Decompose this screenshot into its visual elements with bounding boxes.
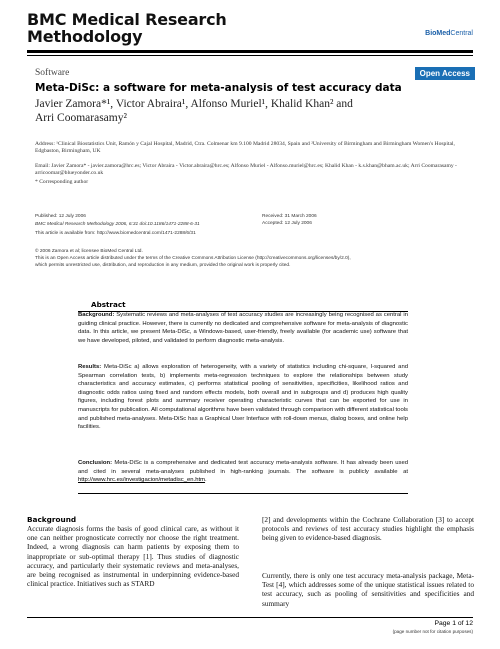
software-link[interactable]: http://www.hrc.es/investigacion/metadisc_en.htm	[78, 477, 206, 484]
header-rule-thin	[27, 55, 473, 56]
abstract-results	[78, 363, 408, 432]
received-date: Received: 31 March 2006	[262, 214, 317, 219]
section-label: Software	[35, 68, 70, 78]
journal-title	[27, 11, 227, 45]
journal-title-line2: Methodology	[27, 27, 143, 46]
open-access-badge: Open Access	[415, 67, 475, 80]
body-column-right-para-2: Currently, there is only one test accuracy meta-analysis package, Meta-Test [4], which addresses some of the unique statistical issues related to test accuracy, such as pooling of sensitivities and specificities and summary	[262, 571, 474, 608]
authors-line-2: Arri Coomarasamy²	[35, 112, 127, 124]
abstract-conclusion-label: Conclusion:	[78, 460, 113, 466]
abstract-conclusion-text: Meta-DiSc is a comprehensive and dedicated test accuracy meta-analysis software. It has already been used and cited in several meta-analyses published in high-ranking journals. The software is publicly available at	[78, 460, 409, 475]
section-heading-background: Background	[27, 515, 77, 524]
abstract-results-label: Results:	[78, 364, 102, 370]
body-column-right-para-1: [2] and developments within the Cochrane Collaboration [3] to accept protocols and reviews of test accuracy studies highlight the emphasis being given to evidence-based diagnosis.	[262, 515, 474, 543]
page-number: Page 1 of 12	[434, 620, 473, 627]
accepted-date: Accepted: 12 July 2006	[262, 221, 312, 226]
body-column-left: Accurate diagnosis forms the basis of good clinical care, as without it one can neither prognosticate correctly nor choose the right treatment. Indeed, a wrong diagnosis can harm patients by exposing them to inappropriate or sub-optimal therapy [1]. Thus studies of diagnostic accuracy, and particularly their systematic reviews and meta-analyses, are being recognised as instrumental in underpinning evidence-based clinical practice. Initiatives such as STARD	[27, 524, 239, 589]
abstract-heading: Abstract	[91, 300, 126, 309]
abstract-conclusion-end: .	[205, 477, 207, 484]
abstract-background-text: Systematic reviews and meta-analyses of test accuracy studies are increasingly being recognised as central in guiding clinical practice. However, there is currently no dedicated and comprehensive software for meta-analysis of diagnostic data. In this article, we present Meta-DiSc, a Windows-based, user-friendly, freely available (for academic use) software that we have developed, piloted, and validated to perform diagnostic meta-analysis.	[78, 312, 408, 344]
authors-line-1: Javier Zamora*¹, Victor Abraira¹, Alfonso Muriel¹, Khalid Khan² and	[35, 98, 353, 110]
abstract-background	[78, 311, 408, 345]
abstract-background-label: Background:	[78, 312, 115, 318]
journal-title-line1: BMC Medical Research	[27, 10, 227, 29]
author-emails: Email: Javier Zamora* - javier.zamora@hrc.es; Victor Abraira - Victor.abraira@hrc.es; Alfonso Muriel - Alfonso.muriel@hrc.es; Khalid Khan - k.s.khan@bham.ac.uk; Arri Coomarasamy - arricoomar@blueyonder.co.uk	[35, 163, 457, 176]
authors	[35, 97, 435, 125]
published-date: Published: 12 July 2006	[35, 214, 86, 219]
publisher-logo	[425, 30, 473, 37]
publisher-name-bold: BioMed	[425, 30, 451, 37]
abstract-results-text: Meta-DiSc a) allows exploration of heterogeneity, with a variety of statistics including chi-square, I-squared and Spearman correlation tests, b) implements meta-regression techniques to explore the relationships between study characteristics and accuracy estimates, c) performs statistical pooling of sensitivities, specificities, likelihood ratios and diagnostic odds ratios using fixed and random effects models, both overall and in subgroups and d) produces high quality figures, including forest plots and summary receiver operating characteristic curves that can be exported for use in manuscripts for publication. All computational algorithms have been validated through comparison with different statistical tools and published meta-analyses. Meta-DiSc has a Graphical User Interface with roll-down menus, dialog boxes, and online help facilities.	[78, 364, 408, 431]
copyright: © 2006 Zamora et al; licensee BioMed Central Ltd.	[35, 249, 143, 254]
page-number-note: (page number not for citation purposes)	[392, 629, 473, 634]
corresponding-author-note: * Corresponding author	[35, 179, 89, 185]
citation: BMC Medical Research Methodology 2006, 6:31 doi:10.1186/1471-2288-6-31	[35, 222, 200, 227]
header-rule	[27, 50, 473, 53]
license-line-1: This is an Open Access article distributed under the terms of the Creative Commons Attribution License (http://creativecommons.org/licenses/by/2.0),	[35, 256, 351, 261]
article-title: Meta-DiSc: a software for meta-analysis of test accuracy data	[35, 82, 402, 94]
footer-rule	[27, 617, 473, 618]
article-url[interactable]: This article is available from: http://www.biomedcentral.com/1471-2288/6/31	[35, 231, 196, 236]
abstract-rule-bottom	[78, 493, 408, 494]
abstract-conclusion	[78, 459, 408, 485]
license-line-2: which permits unrestricted use, distribution, and reproduction in any medium, provided the original work is properly cited.	[35, 263, 291, 268]
publisher-name-light: Central	[450, 30, 473, 37]
author-address: Address: ¹Clinical Biostatistics Unit, Ramón y Cajal Hospital, Madrid, Ctra. Colmenar km 9.100 Madrid 28034, Spain and ²University of Birmingham and Birmingham Women's Hospital, Edgbaston, Birmingham, UK	[35, 141, 455, 154]
